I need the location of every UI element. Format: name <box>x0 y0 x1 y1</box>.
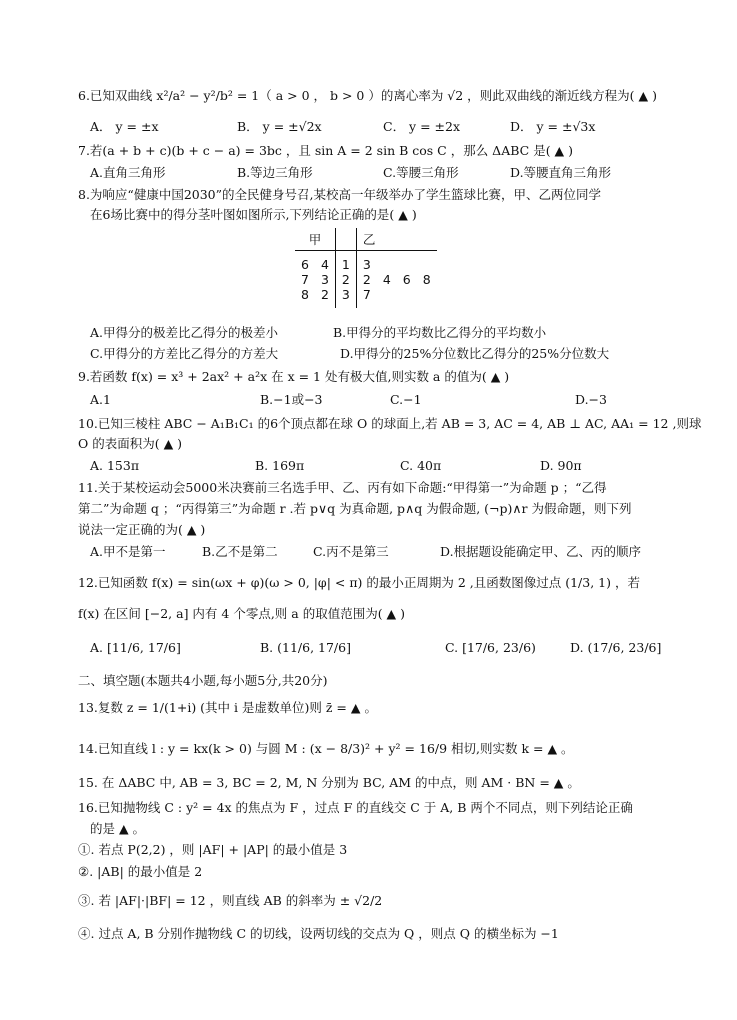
q7-option-d: D.等腰直角三角形 <box>510 165 612 180</box>
question-16-line-1: 16.已知抛物线 C : y² = 4x 的焦点为 F ，过点 F 的直线交 C 于 A, B 两个不同点，则下列结论正确 <box>78 800 633 815</box>
q7-option-a: A.直角三角形 <box>90 165 166 180</box>
q12-option-a: A. [11/6, 17/6] <box>90 640 181 655</box>
question-11-line-2: 第二”为命题 q ；“丙得第三”为命题 r .若 p∨q 为真命题, p∧q 为假命题, (¬p)∧r 为假命题，则下列 <box>78 501 632 516</box>
leaf-cell: 4 <box>320 257 329 272</box>
question-10-line-1: 10.已知三棱柱 ABC − A₁B₁C₁ 的6个顶点都在球 O 的球面上,若 AB = 3, AC = 4, AB ⊥ AC, AA₁ = 12 ,则球 <box>78 416 702 431</box>
q9-option-c: C.−1 <box>390 392 422 407</box>
q8-option-d: D.甲得分的25%分位数比乙得分的25%分位数大 <box>340 346 610 361</box>
q9-option-d: D.−3 <box>575 392 607 407</box>
question-8-line-2: 在6场比赛中的得分茎叶图如图所示,下列结论正确的是( ▲ ) <box>90 207 417 222</box>
q16-item-1: ①. 若点 P(2,2) ，则 |AF| + |AP| 的最小值是 3 <box>78 842 348 857</box>
q8-option-a: A.甲得分的极差比乙得分的极差小 <box>90 325 279 340</box>
q10-option-c: C. 40π <box>400 458 442 473</box>
question-9: 9.若函数 f(x) = x³ + 2ax² + a²x 在 x = 1 处有极大值,则实数 a 的值为( ▲ ) <box>78 369 510 384</box>
q10-option-b: B. 169π <box>255 458 305 473</box>
q6-option-d: D． y = ±√3x <box>510 119 596 134</box>
leaf-cell: 6 <box>402 272 411 287</box>
section-2-heading: 二、填空题(本题共4小题,每小题5分,共20分) <box>78 673 328 688</box>
leaf-cell: 8 <box>301 287 309 302</box>
leaf-cell: 7 <box>301 272 309 287</box>
q12-option-d: D. (17/6, 23/6] <box>570 640 662 655</box>
q6-option-b: B． y = ±√2x <box>237 119 322 134</box>
question-11-line-3: 说法一定正确的为( ▲ ) <box>78 522 206 537</box>
stem-leaf-plot <box>295 228 437 308</box>
q6-option-a: A． y = ±x <box>90 119 159 134</box>
question-15: 15. 在 ΔABC 中, AB = 3, BC = 2, M, N 分别为 BC, AM 的中点，则 AM · BN = ▲ 。 <box>78 775 580 790</box>
leaf-cell: 4 <box>382 272 391 287</box>
q6-option-c: C． y = ±2x <box>383 119 460 134</box>
q8-option-b: B.甲得分的平均数比乙得分的平均数小 <box>333 325 547 340</box>
question-11-line-1: 11.关于某校运动会5000米决赛前三名选手甲、乙、丙有如下命题:“甲得第一”为命题 p ；“乙得 <box>78 480 607 495</box>
question-6: 6.已知双曲线 x²/a² − y²/b² = 1（ a > 0 ， b > 0 ）的离心率为 √2 ，则此双曲线的渐近线方程为( ▲ ) <box>78 88 657 103</box>
q8-option-c: C.甲得分的方差比乙得分的方差大 <box>90 346 279 361</box>
leaf-cell: 6 <box>301 257 309 272</box>
q11-option-a: A.甲不是第一 <box>90 544 166 559</box>
leaf-cell: 3 <box>362 257 371 272</box>
q16-item-3: ③. 若 |AF|·|BF| = 12 ，则直线 AB 的斜率为 ± √2/2 <box>78 893 383 908</box>
question-10-line-2: O 的表面积为( ▲ ) <box>78 436 183 451</box>
stem-leaf-left-label: 甲 <box>295 228 335 251</box>
q7-option-c: C.等腰三角形 <box>383 165 459 180</box>
q16-item-4: ④. 过点 A, B 分别作抛物线 C 的切线，设两切线的交点为 Q ，则点 Q 的横坐标为 −1 <box>78 926 559 941</box>
leaf-cell: 2 <box>320 287 329 302</box>
q10-option-a: A. 153π <box>90 458 140 473</box>
stem-cell: 2 <box>335 272 356 287</box>
leaf-cell: 2 <box>362 272 371 287</box>
question-16-line-2: 的是 ▲ 。 <box>90 821 146 836</box>
q12-option-c: C. [17/6, 23/6) <box>445 640 536 655</box>
stem-cell: 1 <box>335 257 356 272</box>
leaf-cell: 7 <box>362 287 371 302</box>
question-14: 14.已知直线 l : y = kx(k > 0) 与圆 M : (x − 8/3)² + y² = 16/9 相切,则实数 k = ▲ 。 <box>78 741 574 756</box>
leaf-cell: 3 <box>320 272 329 287</box>
q11-option-d: D.根据题设能确定甲、乙、丙的顺序 <box>440 544 642 559</box>
leaf-cell: 8 <box>422 272 431 287</box>
question-12-line-2: f(x) 在区间 [−2, a] 内有 4 个零点,则 a 的取值范围为( ▲ ) <box>78 606 406 621</box>
q12-option-b: B. (11/6, 17/6] <box>260 640 351 655</box>
q7-option-b: B.等边三角形 <box>237 165 313 180</box>
q10-option-d: D. 90π <box>540 458 582 473</box>
question-7: 7.若(a + b + c)(b + c − a) = 3bc ，且 sin A = 2 sin B cos C ，那么 ΔABC 是( ▲ ) <box>78 143 574 158</box>
stem-cell: 3 <box>335 287 356 302</box>
q16-item-2: ②. |AB| 的最小值是 2 <box>78 864 203 879</box>
question-8-line-1: 8.为响应“健康中国2030”的全民健身号召,某校高一年级举办了学生篮球比赛，甲、乙两位同学 <box>78 187 601 202</box>
question-13: 13.复数 z = 1/(1+i) (其中 i 是虚数单位)则 z̄ = ▲ 。 <box>78 700 377 715</box>
q9-option-b: B.−1或−3 <box>260 392 323 407</box>
stem-leaf-right-label: 乙 <box>356 228 436 251</box>
q11-option-b: B.乙不是第二 <box>202 544 278 559</box>
q11-option-c: C.丙不是第三 <box>313 544 389 559</box>
q9-option-a: A.1 <box>90 392 111 407</box>
question-12-line-1: 12.已知函数 f(x) = sin(ωx + φ)(ω > 0, |φ| < π) 的最小正周期为 2 ,且函数图像过点 (1/3, 1) ，若 <box>78 575 640 590</box>
